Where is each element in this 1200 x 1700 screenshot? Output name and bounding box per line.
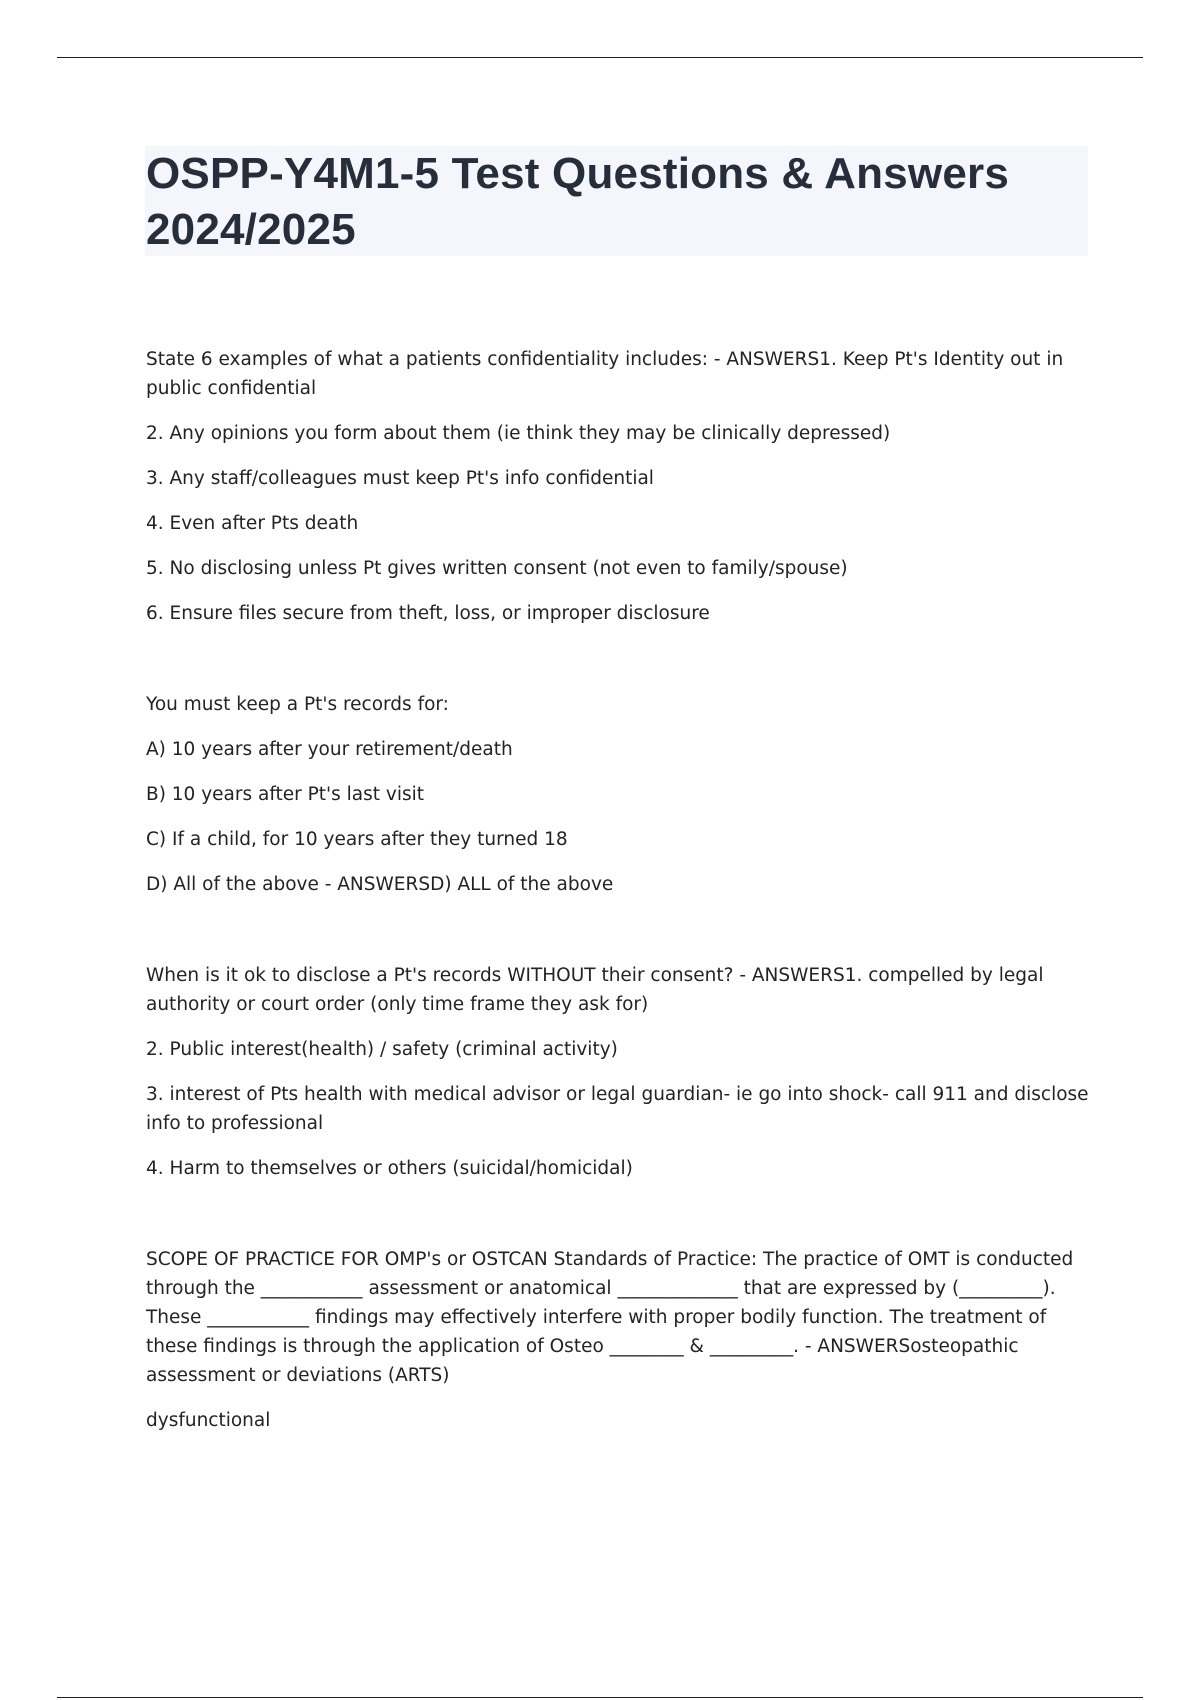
qa-line: When is it ok to disclose a Pt's records WITHOUT their consent? - ANSWERS1. compelled by legal authority or court order (only time frame they ask for) (146, 965, 1044, 1015)
qa-line: 2. Any opinions you form about them (ie think they may be clinically depressed) (146, 423, 891, 444)
qa-line: C) If a child, for 10 years after they turned 18 (146, 829, 568, 850)
qa-line: 3. Any staff/colleagues must keep Pt's info confidential (146, 468, 654, 489)
qa-line: SCOPE OF PRACTICE FOR OMP's or OSTCAN Standards of Practice: The practice of OMT is conducted through the ___________ assessment or anatomical _____________ that are expressed by (_________). These ___________ findings may effectively interfere with proper bodily function. The treatment of these findings is through the application of Osteo ________ & _________. - ANSWERSosteopathic assessment or deviations (ARTS) (146, 1249, 1074, 1386)
qa-block-disclosure (146, 961, 1091, 1183)
qa-line: 4. Harm to themselves or others (suicidal/homicidal) (146, 1158, 633, 1179)
footer-rule (57, 1697, 1143, 1698)
qa-block-confidentiality (146, 345, 1091, 628)
qa-line: D) All of the above - ANSWERSD) ALL of the above (146, 874, 614, 895)
qa-line: 3. interest of Pts health with medical advisor or legal guardian- ie go into shock- call 911 and disclose info to professional (146, 1084, 1089, 1134)
qa-line: 6. Ensure files secure from theft, loss, or improper disclosure (146, 603, 710, 624)
qa-block-scope-of-practice (146, 1245, 1091, 1435)
qa-line: You must keep a Pt's records for: (146, 694, 449, 715)
document-body (146, 345, 1091, 1497)
qa-line: 5. No disclosing unless Pt gives written consent (not even to family/spouse) (146, 558, 848, 579)
qa-line: State 6 examples of what a patients confidentiality includes: - ANSWERS1. Keep Pt's Identity out in public confidential (146, 349, 1064, 399)
header-rule (57, 57, 1143, 58)
qa-line: A) 10 years after your retirement/death (146, 739, 513, 760)
page-title: OSPP-Y4M1-5 Test Questions & Answers 2024/2025 (146, 149, 1009, 254)
qa-line: 4. Even after Pts death (146, 513, 359, 534)
qa-line: B) 10 years after Pt's last visit (146, 784, 425, 805)
qa-line: 2. Public interest(health) / safety (criminal activity) (146, 1039, 618, 1060)
qa-block-records-retention (146, 690, 1091, 899)
qa-line: dysfunctional (146, 1410, 271, 1431)
